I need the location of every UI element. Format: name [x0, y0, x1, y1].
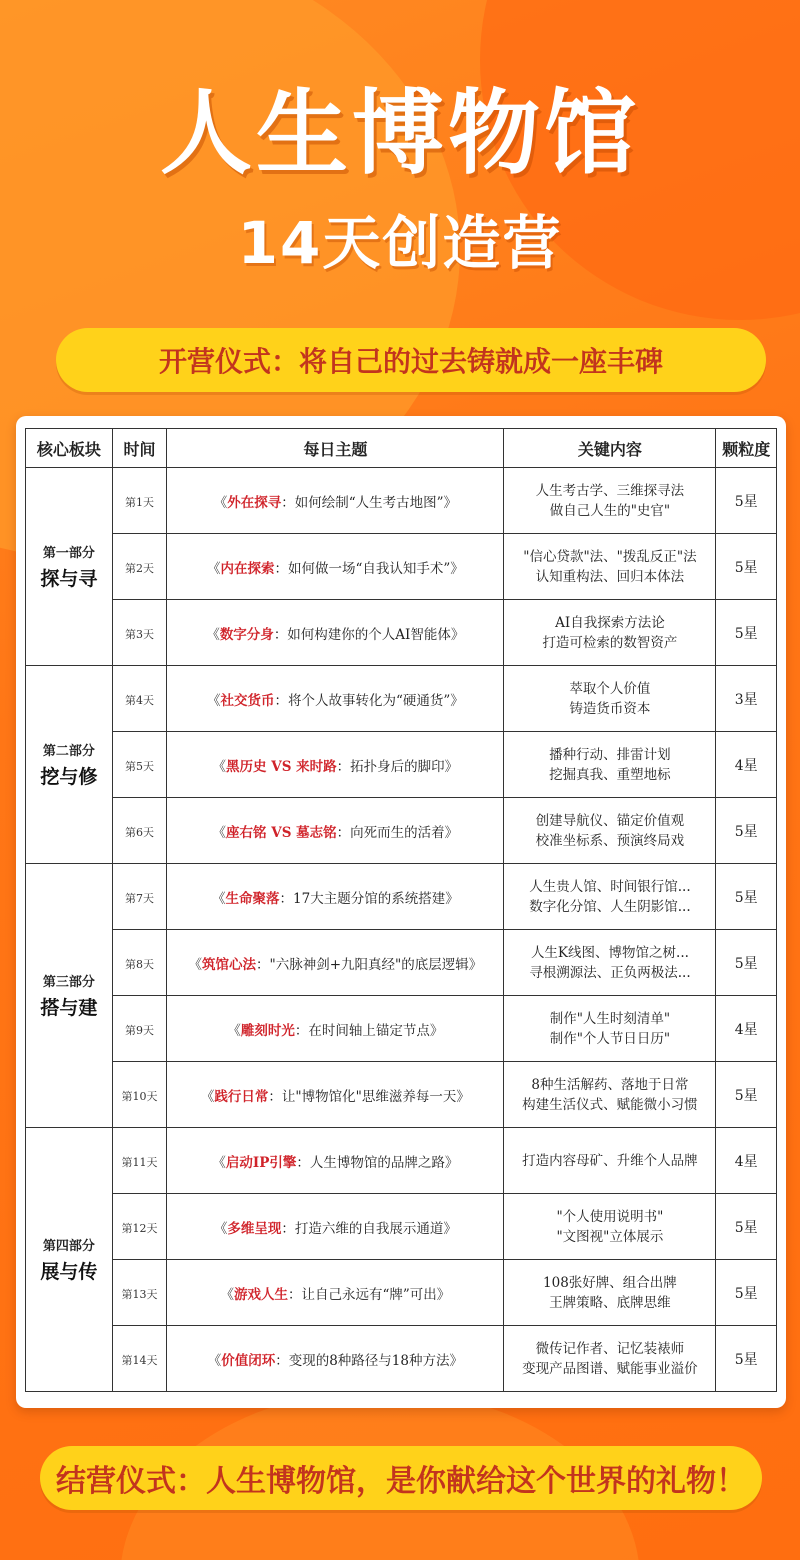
granularity-rating: 5星: [734, 493, 758, 510]
topic-rest: ：向死而生的活着》: [336, 824, 459, 841]
key-content-cell: [504, 534, 716, 600]
topic-rest: ：变现的8种路径与18种方法》: [275, 1352, 463, 1369]
granularity-cell: [716, 732, 777, 798]
granularity-rating: 4星: [734, 757, 758, 774]
part-cell: [26, 468, 113, 666]
key-content-line: 寻根溯源法、正负两极法...: [529, 964, 691, 981]
day-cell: [112, 534, 167, 600]
header-time: 时间: [112, 429, 167, 468]
topic-highlight: 价值闭环: [221, 1352, 276, 1369]
day-label: 第9天: [125, 1024, 155, 1037]
topic-open-bracket: 《: [206, 560, 221, 577]
granularity-cell: [716, 468, 777, 534]
table-row: [26, 600, 777, 666]
topic-text: [208, 1353, 463, 1369]
key-content-cell: [504, 1260, 716, 1326]
table-row: [26, 798, 777, 864]
topic-rest: ：在时间轴上锚定节点》: [294, 1022, 444, 1039]
topic-open-bracket: 《: [206, 626, 220, 643]
granularity-cell: [716, 600, 777, 666]
topic-text: [213, 825, 459, 841]
topic-open-bracket: 《: [212, 824, 227, 841]
granularity-cell: [716, 1062, 777, 1128]
table-row: [26, 864, 777, 930]
topic-cell: [167, 1062, 504, 1128]
key-content-cell: [504, 732, 716, 798]
topic-rest: ：让"博物馆化"思维滋养每一天》: [268, 1088, 470, 1105]
key-content-cell: [504, 996, 716, 1062]
key-content-line: 王牌策略、底牌思维: [549, 1294, 671, 1311]
topic-text: [227, 1023, 443, 1039]
day-cell: [112, 1326, 167, 1392]
key-content-line: 挖掘真我、重塑地标: [549, 766, 671, 783]
key-content-line: "文图视"立体展示: [556, 1228, 664, 1245]
key-content-cell: [504, 864, 716, 930]
topic-open-bracket: 《: [206, 692, 221, 709]
topic-highlight: 内在探索: [220, 560, 275, 577]
table-row: [26, 1128, 777, 1194]
topic-cell: [167, 732, 504, 798]
key-content-line: 打造内容母矿、升维个人品牌: [522, 1152, 698, 1169]
key-content-line: 人生K线图、博物馆之树...: [530, 944, 689, 961]
granularity-rating: 4星: [734, 1021, 758, 1038]
table-row: [26, 666, 777, 732]
topic-open-bracket: 《: [212, 1154, 226, 1171]
key-content-line: 构建生活仪式、赋能微小习惯: [522, 1096, 698, 1113]
table-row: [26, 1326, 777, 1392]
day-label: 第8天: [125, 958, 155, 971]
topic-highlight: 践行日常: [214, 1088, 269, 1105]
granularity-cell: [716, 996, 777, 1062]
granularity-rating: 5星: [734, 1219, 758, 1236]
topic-rest: ：如何构建你的个人AI智能体》: [273, 626, 465, 643]
day-cell: [112, 1128, 167, 1194]
key-content-cell: [504, 798, 716, 864]
topic-text: [214, 495, 457, 511]
granularity-cell: [716, 1326, 777, 1392]
key-content-line: AI自我探索方法论: [555, 614, 665, 631]
topic-open-bracket: 《: [213, 494, 228, 511]
topic-open-bracket: 《: [188, 956, 202, 973]
topic-highlight: 黑历史 VS 来时路: [226, 758, 337, 775]
topic-text: [207, 561, 464, 577]
topic-open-bracket: 《: [227, 1022, 241, 1039]
table-header-row: [26, 429, 777, 468]
header-granularity: 颗粒度: [716, 429, 777, 468]
key-content-cell: [504, 1326, 716, 1392]
topic-cell: [167, 468, 504, 534]
topic-highlight: 生命聚落: [225, 890, 280, 907]
table-row: [26, 996, 777, 1062]
topic-highlight: 游戏人生: [233, 1286, 288, 1303]
day-label: 第7天: [125, 892, 155, 905]
topic-rest: ：17大主题分馆的系统搭建》: [279, 890, 459, 907]
key-content-line: 数字化分馆、人生阴影馆...: [529, 898, 691, 915]
key-content-line: 人生考古学、三维探寻法: [535, 482, 685, 499]
key-content-line: 铸造货币资本: [569, 700, 651, 717]
granularity-cell: [716, 864, 777, 930]
topic-highlight: 启动IP引擎: [225, 1154, 297, 1171]
topic-rest: ："六脉神剑+九阳真经"的底层逻辑》: [256, 956, 483, 973]
table-row: [26, 732, 777, 798]
topic-highlight: 雕刻时光: [240, 1022, 295, 1039]
key-content-line: "信心贷款"法、"拨乱反正"法: [523, 548, 697, 565]
granularity-cell: [716, 1260, 777, 1326]
granularity-cell: [716, 798, 777, 864]
granularity-rating: 5星: [734, 955, 758, 972]
day-cell: [112, 1062, 167, 1128]
day-label: 第1天: [125, 496, 155, 509]
key-content-line: "个人使用说明书": [556, 1208, 664, 1225]
day-cell: [112, 600, 167, 666]
granularity-rating: 5星: [734, 1087, 758, 1104]
key-content-cell: [504, 1062, 716, 1128]
topic-cell: [167, 534, 504, 600]
topic-highlight: 数字分身: [219, 626, 274, 643]
part-name: 搭与建: [40, 997, 98, 1019]
day-label: 第14天: [121, 1354, 158, 1367]
table-row: [26, 1062, 777, 1128]
table-row: [26, 468, 777, 534]
topic-highlight: 外在探寻: [227, 494, 282, 511]
day-cell: [112, 732, 167, 798]
topic-rest: ：将个人故事转化为“硬通货”》: [274, 692, 464, 709]
page-subtitle: 14天创造营: [237, 209, 563, 277]
part-label: 第一部分: [42, 546, 95, 561]
day-cell: [112, 996, 167, 1062]
header-core-section: 核心板块: [26, 429, 113, 468]
granularity-rating: 5星: [734, 823, 758, 840]
day-cell: [112, 468, 167, 534]
topic-text: [189, 957, 483, 973]
topic-cell: [167, 798, 504, 864]
topic-text: [212, 1155, 458, 1171]
key-content-line: 人生贵人馆、时间银行馆...: [529, 878, 691, 895]
topic-highlight: 多维呈现: [227, 1220, 282, 1237]
table-row: [26, 1194, 777, 1260]
key-content-line: 108张好牌、组合出牌: [543, 1274, 677, 1291]
key-content-line: 做自己人生的"史官": [549, 502, 671, 519]
key-content-line: 认知重构法、回归本体法: [535, 568, 685, 585]
key-content-line: 制作"人生时刻清单": [549, 1010, 671, 1027]
topic-open-bracket: 《: [200, 1088, 215, 1105]
granularity-rating: 3星: [734, 691, 758, 708]
granularity-rating: 5星: [734, 1285, 758, 1302]
topic-rest: ：如何绘制“人生考古地图”》: [281, 494, 458, 511]
day-label: 第5天: [125, 760, 155, 773]
granularity-cell: [716, 1194, 777, 1260]
key-content-line: 校准坐标系、预演终局戏: [535, 832, 685, 849]
day-label: 第2天: [125, 562, 155, 575]
granularity-cell: [716, 534, 777, 600]
key-content-line: 制作"个人节日日历": [549, 1030, 671, 1047]
topic-cell: [167, 930, 504, 996]
day-cell: [112, 1194, 167, 1260]
day-label: 第3天: [125, 628, 155, 641]
key-content-cell: [504, 468, 716, 534]
schedule-table: [25, 428, 777, 1392]
topic-cell: [167, 1194, 504, 1260]
topic-cell: [167, 1326, 504, 1392]
key-content-line: 萃取个人价值: [569, 680, 651, 697]
day-cell: [112, 666, 167, 732]
granularity-cell: [716, 930, 777, 996]
part-label: 第三部分: [42, 975, 95, 990]
topic-cell: [167, 1260, 504, 1326]
topic-text: [201, 1089, 470, 1105]
page-title: 人生博物馆: [159, 80, 640, 187]
key-content-cell: [504, 600, 716, 666]
closing-ceremony-banner: 结营仪式：人生博物馆，是你献给这个世界的礼物！: [40, 1446, 762, 1510]
key-content-line: 播种行动、排雷计划: [549, 746, 671, 763]
day-cell: [112, 864, 167, 930]
part-name: 探与寻: [40, 568, 98, 590]
header-daily-topic: 每日主题: [167, 429, 504, 468]
table-row: [26, 534, 777, 600]
topic-open-bracket: 《: [207, 1352, 222, 1369]
topic-text: [213, 759, 459, 775]
table-row: [26, 1260, 777, 1326]
key-content-line: 8种生活解药、落地于日常: [531, 1076, 689, 1093]
day-cell: [112, 1260, 167, 1326]
part-name: 挖与修: [40, 766, 98, 788]
topic-rest: ：如何做一场“自我认知手术”》: [274, 560, 464, 577]
topic-text: [212, 891, 459, 907]
table-body: [26, 468, 777, 1392]
topic-text: [214, 1221, 457, 1237]
topic-rest: ：打造六维的自我展示通道》: [281, 1220, 457, 1237]
part-cell: [26, 864, 113, 1128]
part-label: 第二部分: [42, 744, 95, 759]
granularity-rating: 5星: [734, 559, 758, 576]
key-content-cell: [504, 666, 716, 732]
day-label: 第13天: [121, 1288, 158, 1301]
granularity-cell: [716, 666, 777, 732]
day-label: 第4天: [125, 694, 155, 707]
day-label: 第12天: [121, 1222, 158, 1235]
topic-cell: [167, 600, 504, 666]
part-name: 展与传: [40, 1261, 98, 1283]
topic-rest: ：人生博物馆的品牌之路》: [296, 1154, 459, 1171]
key-content-line: 创建导航仪、锚定价值观: [535, 812, 685, 829]
topic-highlight: 座右铭 VS 墓志铭: [226, 824, 337, 841]
day-label: 第10天: [121, 1090, 158, 1103]
granularity-rating: 5星: [734, 889, 758, 906]
topic-open-bracket: 《: [212, 890, 226, 907]
topic-rest: ：拓扑身后的脚印》: [336, 758, 459, 775]
topic-text: [207, 693, 464, 709]
key-content-cell: [504, 1194, 716, 1260]
key-content-cell: [504, 930, 716, 996]
table-row: [26, 930, 777, 996]
opening-ceremony-banner: 开营仪式：将自己的过去铸就成一座丰碑: [56, 328, 766, 392]
key-content-line: 变现产品图谱、赋能事业溢价: [522, 1360, 698, 1377]
granularity-rating: 4星: [734, 1153, 758, 1170]
day-label: 第6天: [125, 826, 155, 839]
topic-open-bracket: 《: [212, 758, 227, 775]
day-cell: [112, 930, 167, 996]
day-label: 第11天: [121, 1156, 158, 1169]
key-content-line: 微传记作者、记忆装裱师: [535, 1340, 685, 1357]
schedule-card: [16, 416, 786, 1408]
key-content-line: 打造可检索的数智资产: [542, 634, 678, 651]
part-label: 第四部分: [42, 1239, 95, 1254]
topic-cell: [167, 1128, 504, 1194]
topic-rest: ：让自己永远有“牌”可出》: [287, 1286, 451, 1303]
topic-cell: [167, 666, 504, 732]
day-cell: [112, 798, 167, 864]
key-content-cell: [504, 1128, 716, 1194]
topic-open-bracket: 《: [220, 1286, 234, 1303]
granularity-cell: [716, 1128, 777, 1194]
header-key-content: 关键内容: [504, 429, 716, 468]
part-cell: [26, 1128, 113, 1392]
topic-open-bracket: 《: [213, 1220, 228, 1237]
topic-text: [206, 627, 464, 643]
topic-text: [220, 1287, 450, 1303]
part-cell: [26, 666, 113, 864]
granularity-rating: 5星: [734, 1351, 758, 1368]
topic-highlight: 社交货币: [220, 692, 275, 709]
granularity-rating: 5星: [734, 625, 758, 642]
topic-highlight: 筑馆心法: [202, 956, 256, 973]
topic-cell: [167, 996, 504, 1062]
topic-cell: [167, 864, 504, 930]
